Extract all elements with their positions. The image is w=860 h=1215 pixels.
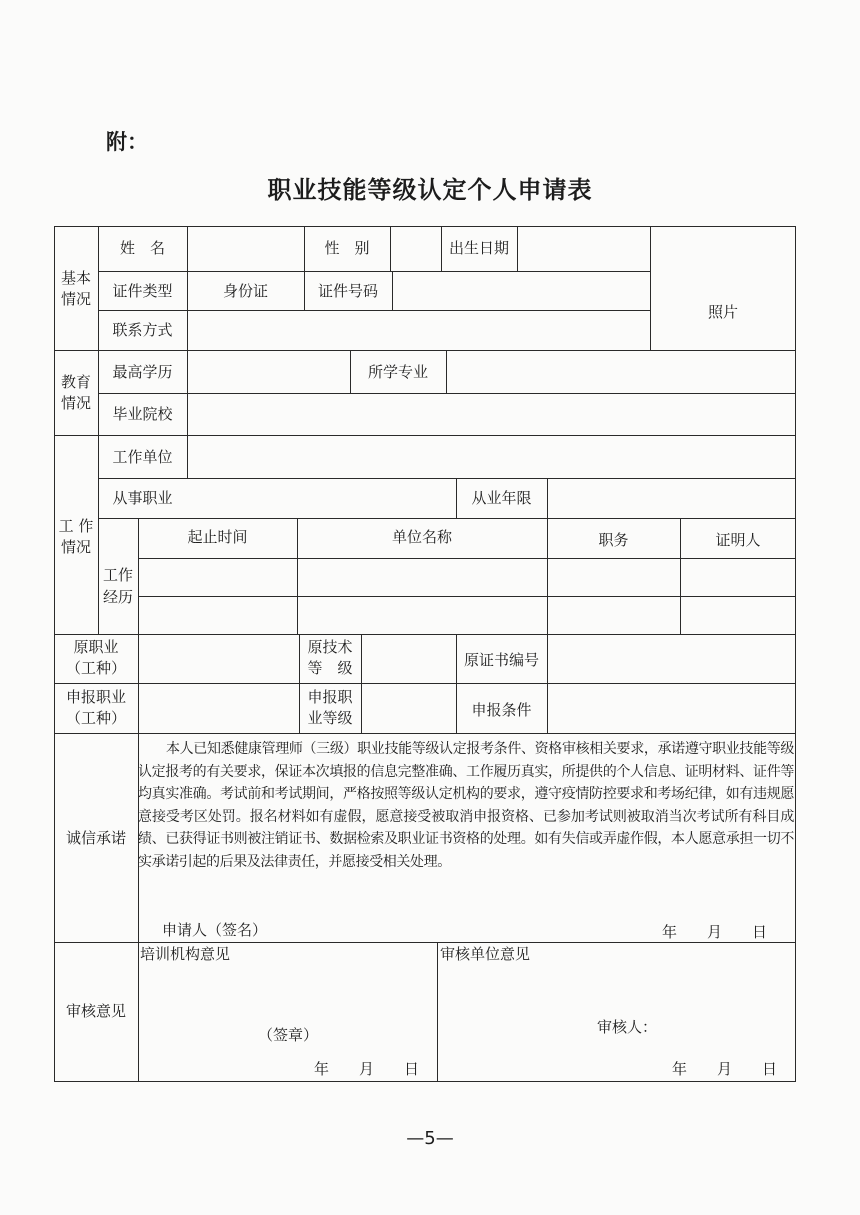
photo-label: 照片	[707, 303, 738, 321]
section-promise: 诚信承诺	[65, 829, 126, 847]
occupation-label: 从事职业	[112, 489, 173, 507]
history-position-header: 职务	[598, 531, 629, 549]
id-number-field[interactable]	[393, 272, 649, 309]
grid-line	[54, 733, 796, 734]
section-basic-info: 基本 情况	[60, 269, 91, 308]
review-date: 年 月 日	[672, 1060, 778, 1078]
employer-field[interactable]	[188, 436, 795, 477]
applicant-signature-field[interactable]	[290, 914, 630, 940]
seal-label: （签章）	[258, 1026, 319, 1044]
training-opinion-label: 培训机构意见	[140, 945, 231, 963]
school-label: 毕业院校	[112, 405, 173, 423]
form-title: 职业技能等级认定个人申请表	[267, 176, 593, 204]
history-period-header: 起止时间	[187, 528, 248, 546]
apply-level-label: 申报职 业等级	[307, 688, 353, 727]
apply-occupation-field[interactable]	[139, 684, 298, 732]
promise-text: 本人已知悉健康管理师（三级）职业技能等级认定报考条件、资格审核相关要求，承诺遵守职业技能等级认定报考的有关要求，保证本次填报的信息完整准确、工作履历真实，所提供的个人信息、证明材料、证件等均真实准确。考试前和考试期间，严格按照等级认定机构的要求，遵守疫情防控要求和考场纪律，如有违规愿意接受考区处罚。报名材料如有虚假，愿意接受被取消申报资格、已参加考试则被取消当次考试所有科目成绩、已获得证书则被注销证书、数据检索及职业证书资格的处理。如有失信或弄虚作假，本人愿意承担一切不实承诺引起的后果及法律责任，并愿接受相关处理。	[138, 741, 794, 870]
grid-line	[98, 518, 796, 519]
apply-level-field[interactable]	[362, 684, 455, 732]
history-row[interactable]	[139, 559, 795, 595]
gender-label: 性 别	[324, 239, 370, 257]
grid-line	[54, 942, 796, 943]
signature-date: 年 月 日	[662, 923, 768, 941]
original-tech-level-field[interactable]	[362, 635, 455, 682]
section-education: 教育 情况	[60, 373, 91, 412]
history-unit-header: 单位名称	[391, 528, 452, 546]
original-occupation-label: 原职业 （工种）	[65, 638, 126, 677]
review-unit-opinion-label: 审核单位意见	[440, 945, 531, 963]
training-date: 年 月 日	[314, 1060, 420, 1078]
name-label: 姓 名	[119, 239, 165, 257]
reviewer-label: 审核人：	[597, 1018, 658, 1036]
page-number: —5—	[406, 1128, 454, 1149]
section-review: 审核意见	[65, 1002, 126, 1020]
id-type-value: 身份证	[222, 282, 268, 300]
attachment-label: 附：	[106, 130, 148, 154]
training-opinion-field[interactable]	[139, 966, 436, 1016]
major-label: 所学专业	[367, 363, 428, 381]
contact-label: 联系方式	[112, 321, 173, 339]
contact-field[interactable]	[188, 311, 649, 349]
apply-occupation-label: 申报职业 （工种）	[65, 688, 126, 727]
original-occupation-field[interactable]	[139, 635, 298, 682]
birth-date-label: 出生日期	[448, 239, 509, 257]
occupation-field[interactable]	[188, 479, 455, 517]
education-level-label: 最高学历	[112, 363, 173, 381]
history-witness-header: 证明人	[715, 531, 761, 549]
employer-label: 工作单位	[112, 448, 173, 466]
id-number-label: 证件号码	[317, 282, 378, 300]
applicant-signature-label: 申请人（签名）	[162, 921, 268, 939]
years-field[interactable]	[548, 479, 795, 517]
major-field[interactable]	[447, 351, 795, 392]
review-unit-opinion-field[interactable]	[438, 966, 795, 1016]
work-history-label: 工作 经历	[102, 566, 133, 606]
school-field[interactable]	[188, 394, 795, 434]
original-cert-no-field[interactable]	[548, 635, 795, 682]
birth-date-field[interactable]	[518, 227, 649, 270]
gender-field[interactable]	[391, 227, 440, 270]
education-level-field[interactable]	[188, 351, 349, 392]
apply-conditions-field[interactable]	[548, 684, 795, 732]
photo-field[interactable]	[651, 227, 795, 349]
history-row[interactable]	[139, 597, 795, 633]
section-work: 工 作 情况	[58, 517, 94, 556]
years-label: 从业年限	[471, 489, 532, 507]
name-field[interactable]	[188, 227, 303, 270]
apply-conditions-label: 申报条件	[471, 701, 532, 719]
original-tech-level-label: 原技术 等 级	[307, 638, 353, 677]
id-type-label: 证件类型	[112, 282, 173, 300]
original-cert-no-label: 原证书编号	[463, 651, 539, 669]
